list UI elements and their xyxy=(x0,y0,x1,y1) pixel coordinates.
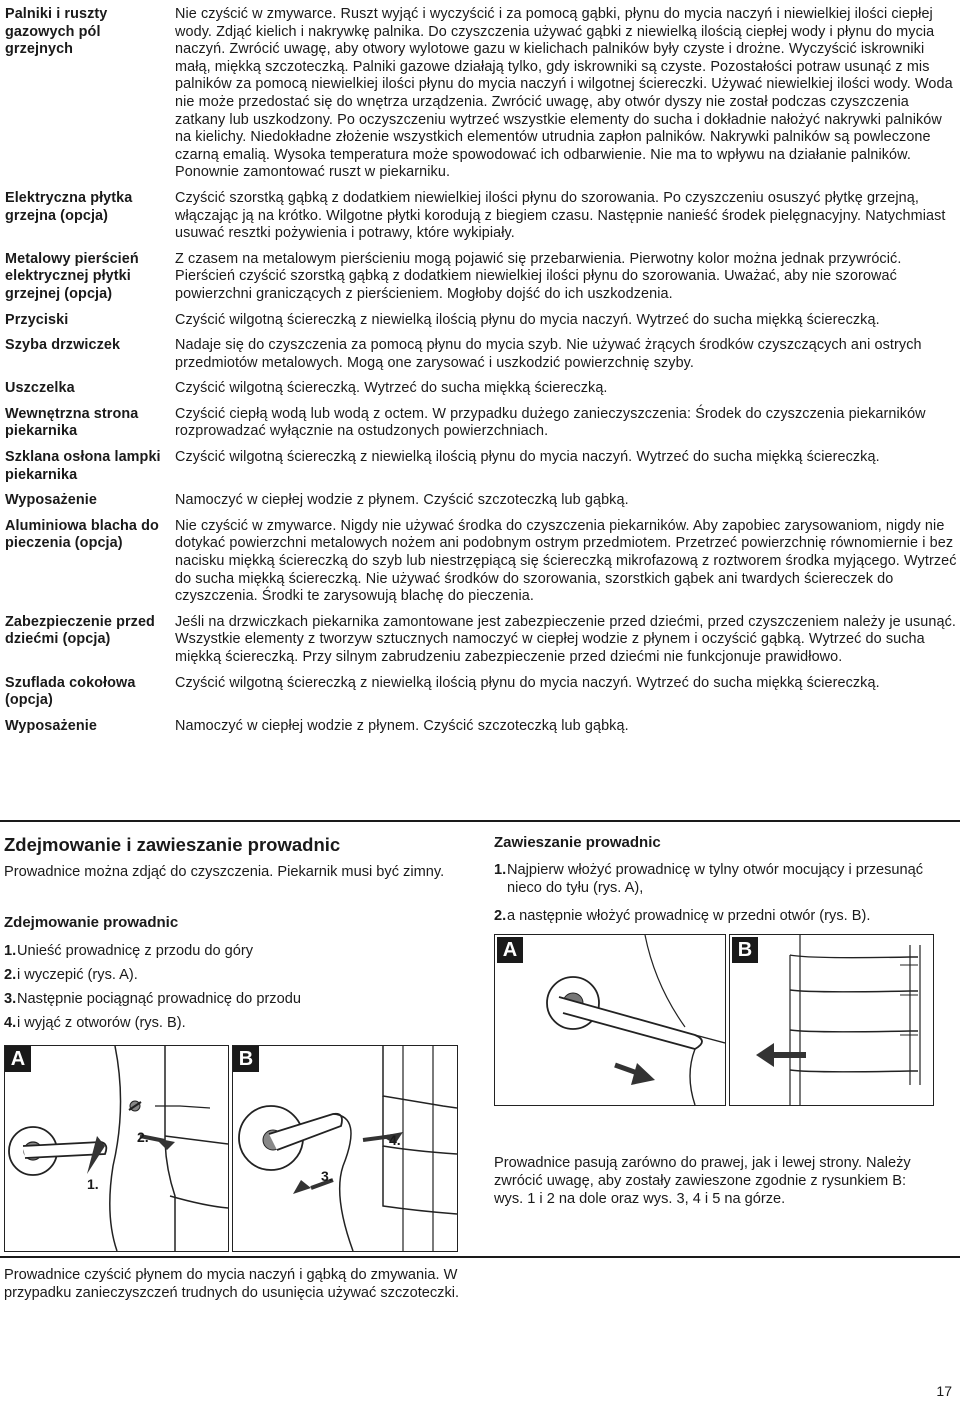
row-text: Czyścić szorstką gąbką z dodatkiem niewielkiej ilości płynu do szorowania. Po czyszczeniu osuszyć płytkę grzejną, włączając ją na krótko. Wilgotne płytki korodują z biegiem czasu. Następnie nanieść środek pielęgnacyjny. Natychmiast usuwać resztki pożywienia i potrawy, które wykipiały. xyxy=(175,189,946,242)
row-text: Jeśli na drzwiczkach piekarnika zamontowane jest zabezpieczenie przed dziećmi, przed czyszczeniem należy je usunąć. Wszystkie elementy z tworzyw sztucznych namoczyć w ciepłej wodzie z płynem i oczyścić gąbką. Wytrzeć do sucha miękką ściereczką. Przy silnym zabrudzeniu zabezpieczenie przed dziećmi nie funkcjonuje prawidłowo. xyxy=(175,613,956,665)
row-label: Palniki i ruszty gazowych pól grzejnych xyxy=(5,6,108,58)
cleaning-table xyxy=(5,6,959,743)
callout-2: 2. xyxy=(137,1129,149,1145)
section-title: Zdejmowanie i zawieszanie prowadnic xyxy=(4,834,341,855)
table-row xyxy=(5,518,959,614)
figures-bottom-rule xyxy=(0,1256,960,1258)
hang-title: Zawieszanie prowadnic xyxy=(494,834,661,851)
row-label: Uszczelka xyxy=(5,380,75,397)
row-text: Z czasem na metalowym pierścieniu mogą pojawić się przebarwienia. Pierwotny kolor można jednak przywrócić. Pierścień czyścić szorstką gąbką z dodatkiem niewielkiej ilości płynu do szorowania. Uważać, aby nie szorować powierzchni graniczących z pierścieniem. Mogłoby dojść do ich uszkodzenia. xyxy=(175,250,902,302)
remove-figure-b xyxy=(232,1045,458,1252)
table-row xyxy=(5,312,959,338)
list-item: 1. Unieść prowadnicę z przodu do góry xyxy=(4,943,254,959)
row-label: Zabezpieczenie przed dziećmi (opcja) xyxy=(5,613,155,648)
table-row xyxy=(5,251,959,312)
footer-text: Prowadnice czyścić płynem do mycia naczyń i gąbką do zmywania. W przypadku zanieczyszczeń trudnych do usunięcia używać szczoteczki. xyxy=(4,1267,460,1301)
hang-figure-b-drawing xyxy=(730,935,933,1105)
row-text: Namoczyć w ciepłej wodzie z płynem. Czyścić szczoteczką lub gąbką. xyxy=(175,717,629,734)
row-label: Wyposażenie xyxy=(5,492,98,509)
remove-figure-b-drawing xyxy=(233,1046,457,1251)
table-row xyxy=(5,190,959,251)
page-number: 17 xyxy=(936,1383,952,1399)
hang-figure-b xyxy=(729,934,934,1106)
row-label: Szyba drzwiczek xyxy=(5,337,121,354)
row-label: Szuflada cokołowa (opcja) xyxy=(5,674,136,709)
row-label: Przyciski xyxy=(5,311,69,328)
row-text: Namoczyć w ciepłej wodzie z płynem. Czyścić szczoteczką lub gąbką. xyxy=(175,492,629,509)
table-row xyxy=(5,6,959,190)
row-label: Metalowy pierścień elektrycznej płytki grzejnej (opcja) xyxy=(5,250,139,302)
table-row xyxy=(5,337,959,380)
list-item: 1. Najpierw włożyć prowadnicę w tylny otwór mocujący i przesunąć nieco do tyłu (rys. A), xyxy=(494,862,924,896)
row-text: Nie czyścić w zmywarce. Nigdy nie używać środka do czyszczenia piekarników. Aby zapobiec zarysowaniom, nigdy nie dotykać powierzchni metalowych nożem ani podobnym ostrym przedmiotem. Przetrzeć powierzchnię równomiernie i bez nacisku miękką ściereczką do szyb lub niestrzępiącą się ściereczką mikrofazową z roztworem środka myjącego. Wytrzeć do sucha miękką ściereczką. Nie używać środków do szorowania, szorstkich gąbek ani twardych ściereczek do czyszczenia. Środki te zarysowują blachę do pieczenia. xyxy=(175,517,957,605)
row-text: Czyścić ciepłą wodą lub wodą z octem. W przypadku dużego zanieczyszczenia: Środek do czyszczenia piekarników rozprowadzać wyłącznie na ostudzonych powierzchniach. xyxy=(175,405,926,440)
table-row xyxy=(5,449,959,492)
fig-label: A xyxy=(5,1046,31,1072)
hang-note: Prowadnice pasują zarówno do prawej, jak i lewej strony. Należy zwrócić uwagę, aby zostały zawieszone zgodnie z rysunkiem B: wys. 1 i 2 na dole oraz wys. 3, 4 i 5 na górze. xyxy=(494,1155,911,1207)
row-label: Elektryczna płytka grzejna (opcja) xyxy=(5,189,133,224)
callout-1: 1. xyxy=(87,1176,99,1192)
table-row xyxy=(5,675,959,718)
remove-steps xyxy=(4,942,474,1032)
fig-label: B xyxy=(732,937,758,963)
callout-4: 4. xyxy=(389,1132,401,1148)
table-row xyxy=(5,614,959,675)
fig-label: B xyxy=(233,1046,259,1072)
hang-steps xyxy=(494,861,934,925)
row-text: Czyścić wilgotną ściereczką. Wytrzeć do sucha miękką ściereczką. xyxy=(175,380,608,397)
list-item: 3. Następnie pociągnąć prowadnicę do przodu xyxy=(4,991,301,1007)
table-row xyxy=(5,492,959,518)
row-label: Wewnętrzna strona piekarnika xyxy=(5,405,139,440)
table-bottom-rule xyxy=(0,820,960,822)
hang-figure-a-drawing xyxy=(495,935,725,1105)
row-label: Szklana osłona lampki piekarnika xyxy=(5,449,161,483)
table-row xyxy=(5,380,959,406)
callout-3: 3. xyxy=(321,1168,333,1184)
row-text: Czyścić wilgotną ściereczką z niewielką ilością płynu do mycia naczyń. Wytrzeć do sucha miękką ściereczką. xyxy=(175,311,880,328)
table-row xyxy=(5,406,959,449)
list-item: 2. a następnie włożyć prowadnicę w przedni otwór (rys. B). xyxy=(494,908,871,924)
list-item: 4. i wyjąć z otworów (rys. B). xyxy=(4,1015,186,1031)
row-text: Czyścić wilgotną ściereczką z niewielką ilością płynu do mycia naczyń. Wytrzeć do sucha miękką ściereczką. xyxy=(175,449,880,466)
remove-title: Zdejmowanie prowadnic xyxy=(4,914,179,931)
row-text: Nadaje się do czyszczenia za pomocą płynu do mycia szyb. Nie używać żrących środków czyszczących ani ostrych przedmiotów metalowych. Mogą one zarysować i uszkodzić powierzchnię szyby. xyxy=(175,337,922,371)
remove-figure-a xyxy=(4,1045,229,1252)
table-row xyxy=(5,718,959,744)
hang-figure-a xyxy=(494,934,726,1106)
row-label: Aluminiowa blacha do pieczenia (opcja) xyxy=(5,517,159,552)
list-item: 2. i wyczepić (rys. A). xyxy=(4,967,138,983)
row-text: Nie czyścić w zmywarce. Ruszt wyjąć i wyczyścić i za pomocą gąbki, płynu do mycia naczyń i niewielkiej ilości ciepłej wody. Zdjąć kielich i nakrywkę palnika. Do czyszczenia używać gąbki z niewielką ilością ciepłej wody i płynu do mycia naczyń. Zwrócić uwagę, aby otwory wylotowe gazu w kielichach palników były czyste i drożne. Wyczyścić iskrowniki małą, miękką szczoteczką. Palniki gazowe działają tylko, gdy iskrowniki są czyste. Pozostałości potraw usunąć z mis palników za pomocą niewielkiej ilości płynu do mycia naczyń i wilgotnej ściereczki. Używać niewielkiej ilości wody. Woda nie może przedostać się do wnętrza urządzenia. Zwrócić uwagę, aby otwór dyszy nie został podczas czyszczenia zatkany lub uszkodzony. Po oczyszczeniu wytrzeć wszystkie elementy do sucha i dokładnie nałożyć nakrywki palników na kielichy. Niedokładne złożenie wszystkich elementów utrudnia zapłon palników. Nakrywki palników są powleczone czarną emalią. Wysoka temperatura może spowodować ich odbarwienie. Nie ma to wpływu na działanie palników. Ponownie zamontować ruszt w piekarniku. xyxy=(175,6,953,181)
row-label: Wyposażenie xyxy=(5,717,98,734)
fig-label: A xyxy=(497,937,523,963)
remove-figure-a-drawing xyxy=(5,1046,228,1251)
section-intro: Prowadnice można zdjąć do czyszczenia. Piekarnik musi być zimny. xyxy=(4,864,445,880)
row-text: Czyścić wilgotną ściereczką z niewielką ilością płynu do mycia naczyń. Wytrzeć do sucha miękką ściereczką. xyxy=(175,674,880,691)
